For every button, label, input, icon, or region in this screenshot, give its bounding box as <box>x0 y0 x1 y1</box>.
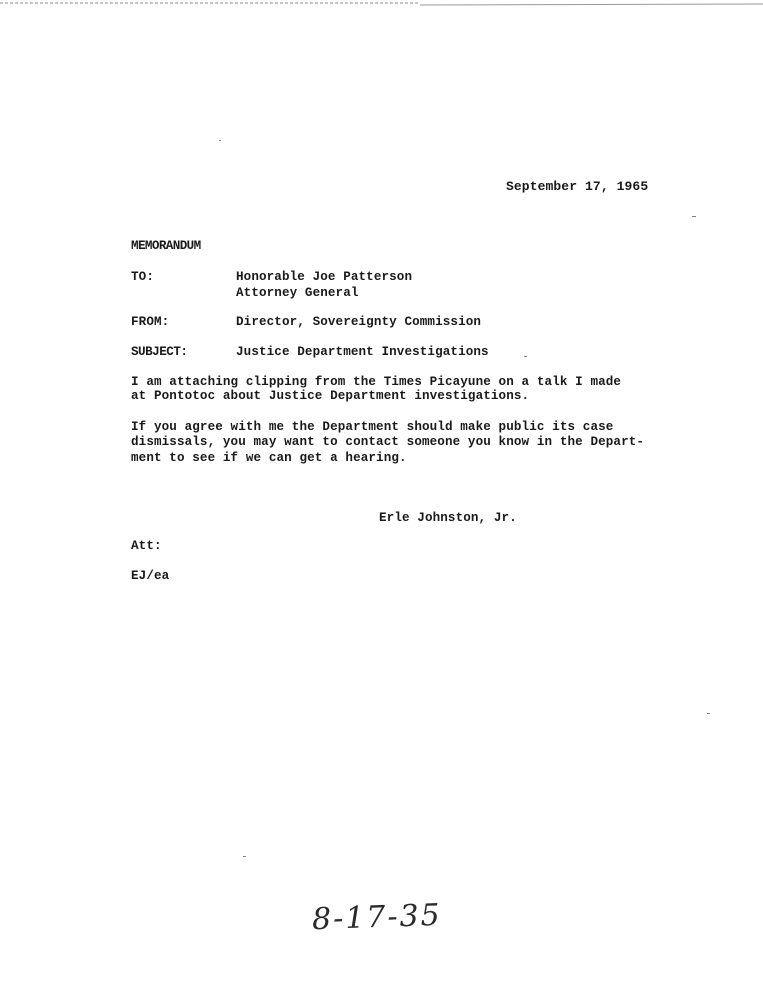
paragraph-2-line-1: If you agree with me the Department should make public its case <box>131 420 614 434</box>
scan-speck <box>243 856 246 857</box>
scan-speck <box>692 216 696 217</box>
attachment-note: Att: <box>131 539 162 553</box>
paragraph-2-line-2: dismissals, you may want to contact someone you know in the Depart- <box>131 435 645 449</box>
page-top-edge <box>0 0 763 8</box>
subject-label: SUBJECT: <box>131 345 188 359</box>
scan-speck <box>219 140 221 141</box>
from-label: FROM: <box>131 315 170 329</box>
recipient-title: Attorney General <box>236 286 359 300</box>
signature: Erle Johnston, Jr. <box>379 511 517 525</box>
letter-date: September 17, 1965 <box>506 179 649 194</box>
to-label: TO: <box>131 270 154 284</box>
scan-speck <box>707 713 710 714</box>
handwritten-file-number: 8-17-35 <box>311 897 443 938</box>
paragraph-2-line-3: ment to see if we can get a hearing. <box>131 451 407 465</box>
paragraph-1-line-1: I am attaching clipping from the Times Picayune on a talk I made <box>131 375 622 389</box>
memo-heading: MEMORANDUM <box>131 239 201 253</box>
paragraph-1-line-2: at Pontotoc about Justice Department investigations. <box>131 389 530 403</box>
recipient-name: Honorable Joe Patterson <box>236 270 413 284</box>
subject-value: Justice Department Investigations <box>236 345 489 359</box>
typist-initials: EJ/ea <box>131 569 170 583</box>
sender: Director, Sovereignty Commission <box>236 315 482 329</box>
scan-speck <box>524 356 527 357</box>
